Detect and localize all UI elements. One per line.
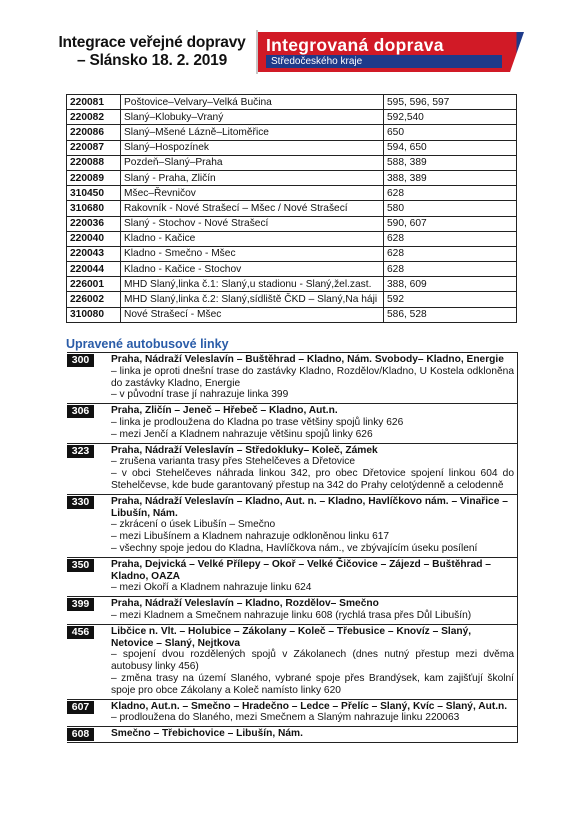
line-code-cell: 310680 xyxy=(67,201,121,216)
line-route: Praha, Nádraží Veleslavín – Středokluky– Koleč, Zámek xyxy=(111,444,378,456)
line-change-note: – linka je oproti dnešní trase do zastávky Kladno, Rozdělov/Kladno, U Kostela odkloněna do zastávky Kladno, Energie xyxy=(111,365,514,389)
line-numbers-cell: 595, 596, 597 xyxy=(384,95,517,110)
line-code-cell: 310080 xyxy=(67,307,121,322)
lines-table xyxy=(66,94,517,323)
table-row xyxy=(67,155,517,170)
line-numbers-cell: 594, 650 xyxy=(384,140,517,155)
table-row xyxy=(67,246,517,261)
line-number-badge: 350 xyxy=(67,559,94,572)
brand-accent-shape xyxy=(510,32,524,72)
line-change-note: – všechny spoje jedou do Kladna, Havlíčkova nám., ve zbývajícím úseku posílení xyxy=(111,542,478,554)
line-change-note: – v původní trase jí nahrazuje linka 399 xyxy=(111,389,289,401)
line-code-cell: 220082 xyxy=(67,110,121,125)
line-code-cell: 220087 xyxy=(67,140,121,155)
line-numbers-cell: 580 xyxy=(384,201,517,216)
route-cell: Slaný - Praha, Zličín xyxy=(121,170,384,185)
line-numbers-cell: 628 xyxy=(384,262,517,277)
line-change-item xyxy=(67,404,518,443)
table-row xyxy=(67,140,517,155)
line-code-cell: 220044 xyxy=(67,262,121,277)
line-numbers-cell: 586, 528 xyxy=(384,307,517,322)
line-change-note: – zkrácení o úsek Libušín – Smečno xyxy=(111,519,276,531)
line-route: Smečno – Třebichovice – Libušín, Nám. xyxy=(111,728,303,740)
line-change-item xyxy=(67,700,518,728)
line-route: Libčice n. Vlt. – Holubice – Zákolany – Koleč – Třebusice – Knovíz – Slaný, Netovice – Slaný, Nejtkova xyxy=(111,625,472,649)
line-change-item xyxy=(67,625,518,700)
line-code-cell: 226002 xyxy=(67,292,121,307)
table-row xyxy=(67,95,517,110)
document-title xyxy=(52,34,252,70)
line-number-badge: 399 xyxy=(67,598,94,611)
line-route: Kladno, Aut.n. – Smečno – Hradečno – Ledce – Přelíc – Slaný, Kvíc – Slaný, Aut.n. xyxy=(111,700,508,712)
route-cell: Slaný–Mšené Lázně–Litoměřice xyxy=(121,125,384,140)
route-cell: Slaný–Hospozínek xyxy=(121,140,384,155)
section-title: Upravené autobusové linky xyxy=(66,337,229,351)
line-code-cell: 220089 xyxy=(67,170,121,185)
line-change-item xyxy=(67,353,518,404)
line-numbers-cell: 590, 607 xyxy=(384,216,517,231)
page-header xyxy=(0,0,584,80)
route-cell: Poštovice–Velvary–Velká Bučina xyxy=(121,95,384,110)
line-numbers-cell: 592 xyxy=(384,292,517,307)
line-change-item xyxy=(67,495,518,558)
line-change-body xyxy=(111,727,517,742)
line-change-note: – v obci Stehelčeves náhrada linkou 342, pro obec Dřetovice spojení linkou 604 do Stehelčevse, kde bude garantovaný přestup na 342 do Prahy celotýdenně a celodenně xyxy=(111,468,514,491)
line-route: Praha, Nádraží Veleslavín – Buštěhrad – Kladno, Nám. Svobody– Kladno, Energie xyxy=(111,354,504,365)
table-row xyxy=(67,262,517,277)
line-code-cell: 220036 xyxy=(67,216,121,231)
line-change-note: – změna trasy na území Slaného, vybrané spoje přes Brandýsek, kam zajišťují školní spoje pro obce Zákolany a Koleč namísto linky 620 xyxy=(111,672,514,696)
line-numbers-cell: 388, 609 xyxy=(384,277,517,292)
table-row xyxy=(67,292,517,307)
table-row xyxy=(67,125,517,140)
line-numbers-cell: 388, 389 xyxy=(384,170,517,185)
route-cell: MHD Slaný,linka č.2: Slaný,sídliště ČKD – Slaný,Na háji xyxy=(121,292,384,307)
line-number-badge: 607 xyxy=(67,701,94,714)
line-change-note: – mezi Jenčí a Kladnem nahrazuje většinu spojů linky 626 xyxy=(111,428,373,440)
table-row xyxy=(67,186,517,201)
route-cell: Nové Strašecí - Mšec xyxy=(121,307,384,322)
line-change-body xyxy=(111,625,517,699)
route-cell: Kladno - Smečno - Mšec xyxy=(121,246,384,261)
line-route: Praha, Dejvická – Velké Přílepy – Okoř – Velké Čičovice – Zájezd – Buštěhrad – Kladno, OAZA xyxy=(111,558,491,582)
line-route: Praha, Nádraží Veleslavín – Kladno, Rozdělov– Smečno xyxy=(111,598,379,610)
line-code-cell: 220081 xyxy=(67,95,121,110)
line-code-cell: 220040 xyxy=(67,231,121,246)
line-route: Praha, Nádraží Veleslavín – Kladno, Aut. n. – Kladno, Havlíčkovo nám. – Vinařice – Libušín, Nám. xyxy=(111,495,508,519)
line-change-item xyxy=(67,558,518,597)
route-cell: Kladno - Kačice - Stochov xyxy=(121,262,384,277)
line-change-body xyxy=(111,495,517,557)
document-title-line2: – Slánsko 18. 2. 2019 xyxy=(76,52,228,69)
line-number-badge: 330 xyxy=(67,496,94,509)
line-change-note: – spojení dvou rozdělených spojů v Zákolanech (dnes nutný přestup mezi dvěma autobusy linky 456) xyxy=(111,649,514,673)
line-change-note: – mezi Okoří a Kladnem nahrazuje linku 624 xyxy=(111,582,312,594)
line-route: Praha, Zličín – Jeneč – Hřebeč – Kladno, Aut.n. xyxy=(111,405,338,417)
line-change-note: – zrušena varianta trasy přes Stehelčeves a Dřetovice xyxy=(111,456,356,468)
line-code-cell: 310450 xyxy=(67,186,121,201)
line-change-note: – mezi Libušínem a Kladnem nahrazuje odkloněnou linku 617 xyxy=(111,531,390,543)
changes-list xyxy=(67,352,518,743)
document-title-line1: Integrace veřejné dopravy xyxy=(58,34,246,51)
line-change-body xyxy=(111,404,517,442)
line-number-badge: 306 xyxy=(67,405,94,418)
line-change-body xyxy=(111,597,517,624)
table-row xyxy=(67,216,517,231)
line-change-item xyxy=(67,444,518,495)
line-change-item xyxy=(67,597,518,625)
lines-table-body xyxy=(67,95,517,323)
line-code-cell: 220043 xyxy=(67,246,121,261)
table-row xyxy=(67,110,517,125)
line-change-note: – linka je prodloužena do Kladna po trase většiny spojů linky 626 xyxy=(111,416,404,428)
line-numbers-cell: 650 xyxy=(384,125,517,140)
line-number-badge: 608 xyxy=(67,728,94,741)
table-row xyxy=(67,307,517,322)
line-change-note: – mezi Kladnem a Smečnem nahrazuje linku 608 (rychlá trasa přes Důl Libušín) xyxy=(111,609,472,621)
brand-logo xyxy=(258,32,510,72)
line-change-body xyxy=(111,353,517,403)
table-row xyxy=(67,277,517,292)
line-change-body xyxy=(111,558,517,596)
line-number-badge: 300 xyxy=(67,354,94,367)
route-cell: Pozdeň–Slaný–Praha xyxy=(121,155,384,170)
line-number-badge: 323 xyxy=(67,445,94,458)
brand-subtitle: Středočeského kraje xyxy=(266,55,502,68)
route-cell: Kladno - Kačice xyxy=(121,231,384,246)
line-number-badge: 456 xyxy=(67,626,94,639)
line-numbers-cell: 628 xyxy=(384,246,517,261)
line-code-cell: 220088 xyxy=(67,155,121,170)
table-row xyxy=(67,231,517,246)
line-change-body xyxy=(111,700,517,727)
line-numbers-cell: 588, 389 xyxy=(384,155,517,170)
line-code-cell: 226001 xyxy=(67,277,121,292)
table-row xyxy=(67,201,517,216)
table-row xyxy=(67,170,517,185)
route-cell: MHD Slaný,linka č.1: Slaný,u stadionu - Slaný,žel.zast. xyxy=(121,277,384,292)
line-numbers-cell: 628 xyxy=(384,231,517,246)
route-cell: Slaný - Stochov - Nové Strašecí xyxy=(121,216,384,231)
line-numbers-cell: 628 xyxy=(384,186,517,201)
line-code-cell: 220086 xyxy=(67,125,121,140)
line-change-item xyxy=(67,727,518,743)
route-cell: Rakovník - Nové Strašecí – Mšec / Nové Strašecí xyxy=(121,201,384,216)
line-change-body xyxy=(111,444,517,494)
route-cell: Slaný–Klobuky–Vraný xyxy=(121,110,384,125)
line-numbers-cell: 592,540 xyxy=(384,110,517,125)
brand-title: Integrovaná doprava xyxy=(266,35,444,55)
line-change-note: – prodloužena do Slaného, mezi Smečnem a Slaným nahrazuje linku 220063 xyxy=(111,712,460,724)
route-cell: Mšec–Řevničov xyxy=(121,186,384,201)
